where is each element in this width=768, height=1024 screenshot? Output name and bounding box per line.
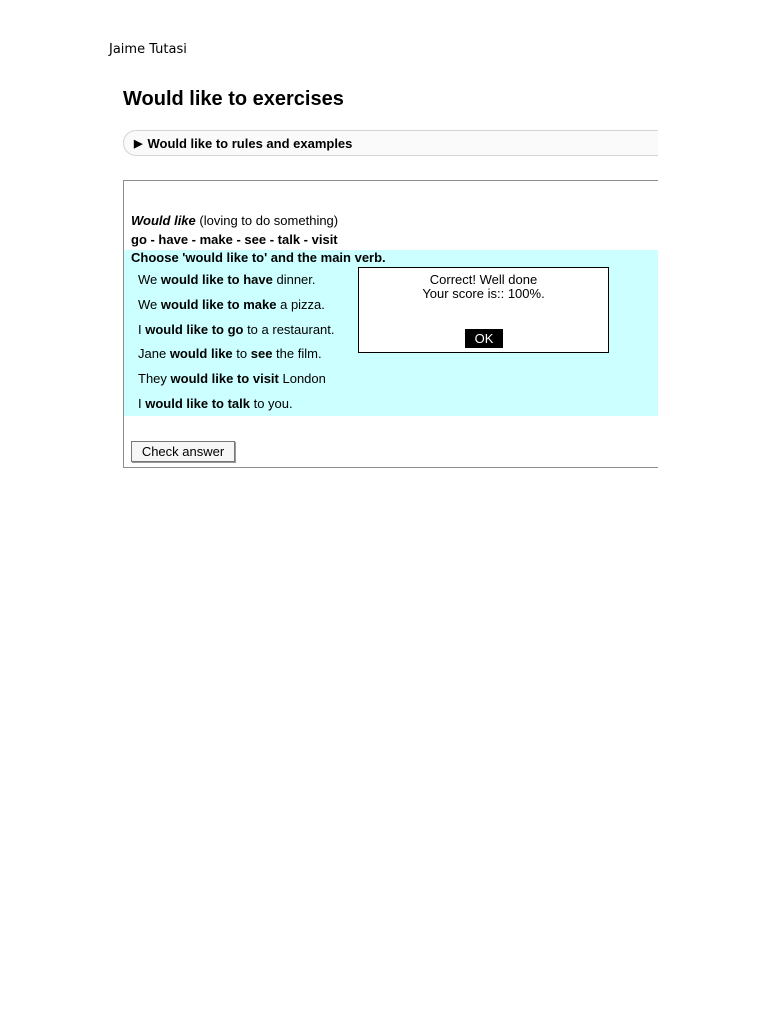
sentence-2 (138, 297, 335, 322)
sentence-6 (138, 396, 335, 421)
intro-line (131, 213, 338, 228)
page-title: Would like to exercises (123, 88, 344, 110)
sentence-subject: We (138, 272, 161, 287)
sentence-answer: would like to visit (170, 371, 279, 387)
sentence-answer: would like to make (160, 296, 277, 312)
sentence-3 (138, 322, 335, 347)
triangle-right-icon: ▶ (134, 137, 143, 150)
sentence-verb: see (250, 346, 273, 362)
sentence-answer: would like to have (160, 272, 273, 287)
dialog-score: Your score is:: 100%. (422, 286, 545, 301)
ok-button[interactable]: OK (465, 329, 503, 348)
rules-toggle[interactable] (123, 130, 683, 156)
sentence-rest: to you. (249, 395, 293, 411)
intro-desc: (loving to do something) (195, 213, 339, 228)
author-name: Jaime Tutasi (109, 42, 187, 57)
sentence-subject: I (138, 321, 146, 337)
sentence-1 (138, 272, 335, 297)
sentence-rest: dinner. (272, 272, 316, 287)
sentence-subject: I (138, 395, 146, 411)
score-dialog (358, 267, 609, 353)
sentence-answer: would like to go (145, 321, 244, 337)
sentence-rest: a pizza. (276, 296, 325, 312)
sentence-rest: to a restaurant. (243, 321, 335, 337)
sentence-rest: the film. (272, 346, 322, 362)
sentence-subject: They (138, 371, 171, 387)
sentence-answer: would like (169, 346, 233, 362)
rules-toggle-label: Would like to rules and examples (147, 135, 353, 151)
sentence-subject: We (138, 296, 161, 312)
sentence-answer: would like to talk (145, 395, 250, 411)
sentence-5 (138, 371, 335, 396)
instruction: Choose 'would like to' and the main verb. (131, 250, 386, 265)
sentence-subject: Jane (138, 346, 170, 362)
intro-term: Would like (131, 213, 196, 228)
dialog-message: Correct! Well done (429, 272, 538, 287)
sentence-rest: London (278, 371, 326, 387)
check-answer-button[interactable]: Check answer (131, 441, 235, 462)
sentence-mid: to (232, 346, 251, 362)
sentence-4 (138, 346, 335, 371)
crop-edge (658, 120, 768, 480)
verb-list: go - have - make - see - talk - visit (131, 232, 338, 247)
sentence-list (138, 272, 335, 421)
